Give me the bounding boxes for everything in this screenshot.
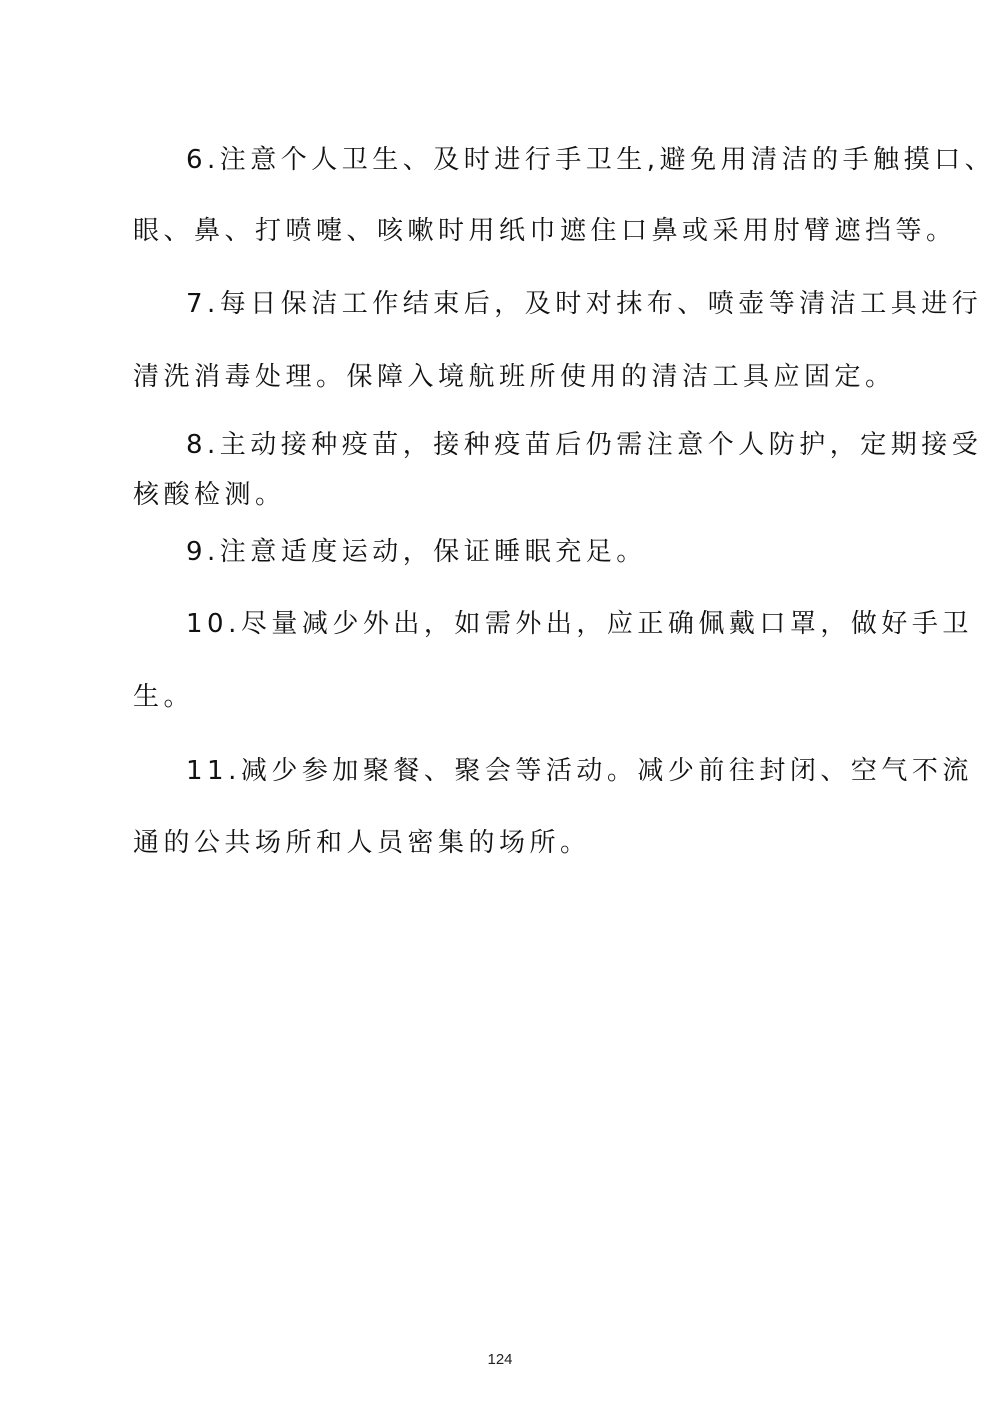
paragraph-9-line-1: 9.注意适度运动，保证睡眠充足。 [186,537,647,567]
paragraph-8-line-2: 核酸检测。 [133,480,286,510]
paragraph-6-line-1: 6.注意个人卫生、及时进行手卫生,避免用清洁的手触摸口、 [186,145,996,175]
paragraph-11-line-2: 通的公共场所和人员密集的场所。 [133,828,591,858]
paragraph-7-line-2: 清洗消毒处理。保障入境航班所使用的清洁工具应固定。 [133,362,896,392]
paragraph-8-line-1: 8.主动接种疫苗，接种疫苗后仍需注意个人防护，定期接受 [186,430,983,460]
paragraph-11-line-1: 11.减少参加聚餐、聚会等活动。减少前往封闭、空气不流 [186,756,973,786]
paragraph-10-line-2: 生。 [133,682,195,712]
paragraph-10-line-1: 10.尽量减少外出，如需外出，应正确佩戴口罩，做好手卫 [186,609,973,639]
paragraph-7-line-1: 7.每日保洁工作结束后，及时对抹布、喷壶等清洁工具进行 [186,289,983,319]
page-number: 124 [487,1351,513,1368]
paragraph-6-line-2: 眼、鼻、打喷嚏、咳嗽时用纸巾遮住口鼻或采用肘臂遮挡等。 [133,216,957,246]
